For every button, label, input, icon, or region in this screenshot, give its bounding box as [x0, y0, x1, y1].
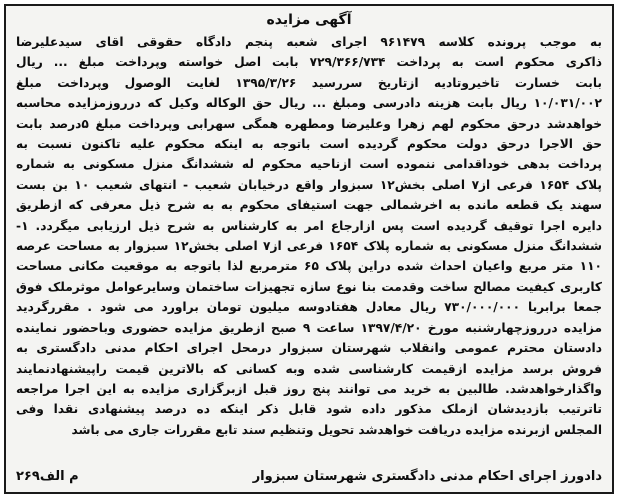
notice-line: ذاکری محکوم است به پرداخت ۷۲۹/۳۶۶/۷۳۴ بابت اصل خواسته وپرداخت مبلغ ... ریال [16, 55, 602, 70]
notice-line: به موجب پرونده کلاسه ۹۶۱۴۷۹ اجرای شعبه پنجم دادگاه حقوقی اقای سیدعلیرضا [16, 35, 602, 49]
notice-line: ۱۰/۰۳۱/۰۰۲ ریال بابت هزینه دادرسی ومبلغ ... ریال حق الوکاله وکیل که درروزمزایده محاسبه [16, 96, 602, 111]
notice-line: خواهدشد درحق محکوم لهم زهرا وعلیرضا ومطهره همگی سهرابی وپرداخت مبلغ ۵درصد بابت [16, 116, 602, 131]
notice-line: فروش برسد مزایده ازقیمت کارشناسی شده وبه کسانی که بالاترین قیمت راپیشنهادنمایند [16, 361, 602, 376]
notice-body [16, 32, 602, 440]
notice-line: دادستان محترم عمومی وانقلاب شهرستان سبزوار درمحل اجرای احکام مدنی دادگستری به [16, 341, 602, 356]
notice-line: کاربری کیفیت مصالح ساخت وقدمت بنا نوع سازه تجهیزات ساختمان وسایرعوامل موثرملک فوق [16, 279, 602, 294]
notice-line: المجلس ازبرنده مزایده دریافت خواهدشد تحویل وتنظیم سند تابع مقررات جاری می باشد [71, 422, 602, 437]
notice-footer [16, 469, 602, 484]
notice-code: م الف۲۶۹ [16, 469, 79, 484]
notice-line: واگذارخواهدشد. طالبین به خرید می توانند پنج روز قبل ازبرگزاری مزایده به این اجرا مراجعه [16, 381, 602, 396]
notice-line: دایره اجرا توقیف گردیده است پس ازارجاع امر به کارشناس به شرح ذیل ارزیابی میگردد. ۱- [16, 218, 602, 233]
notice-line: پلاک ۱۶۵۴ فرعی از۷ اصلی بخش۱۲ سبزوار واقع درخیابان شعیب - انتهای شعیب ۱۰ بن بست [16, 177, 602, 192]
notice-title: آگهی مزایده [266, 12, 352, 28]
notice-line: جمعا برابربا ۷۳۰/۰۰۰/۰۰۰ ریال معادل هفتادوسه میلیون تومان براورد می شود . مقررگردید [16, 300, 602, 315]
notice-line: ۱۱۰ متر مربع واعیان احداث شده دراین پلاک ۶۵ مترمربع لذا باتوجه به موقعیت مکانی مساحت [16, 259, 602, 274]
notice-line: حق الاجرا درحق دولت محکوم گردیده است باتوجه به اینکه محکوم علیه تاکنون نسبت به [16, 137, 602, 152]
notice-line: بابت خسارت تاخیروتادیه ازتاریخ سررسید ۱۳۹۵/۳/۲۶ لغایت الوصول وپرداخت مبلغ [16, 75, 602, 90]
notice-line: مزایده درروزچهارشنبه مورخ ۱۳۹۷/۴/۲۰ ساعت ۹ صبح ازطریق مزایده حضوری وباحضور نماینده [16, 320, 602, 335]
auction-notice [4, 4, 614, 494]
notice-line: سهند یک قطعه مانده به اخرشمالی جهت استیفای محکوم به به شرح ذیل معرفی که ازطریق [16, 198, 602, 213]
notice-line: تاترتیب بازدیدشان ازملک مذکور داده شود قابل ذکر اینکه ده درصد پیشنهادی نقدا وفی [16, 402, 602, 417]
notice-line: پرداخت بدهی خوداقدامی ننموده است ازناحیه محکوم له ششدانگ منزل مسکونی به شماره [16, 157, 602, 172]
notice-line: ششدانگ منزل مسکونی به شماره پلاک ۱۶۵۴ فرعی از۷ اصلی بخش۱۲ سبزوار به مساحت عرصه [16, 239, 602, 254]
signature-line: دادورز اجرای احکام مدنی دادگستری شهرستان سبزوار [252, 469, 602, 484]
